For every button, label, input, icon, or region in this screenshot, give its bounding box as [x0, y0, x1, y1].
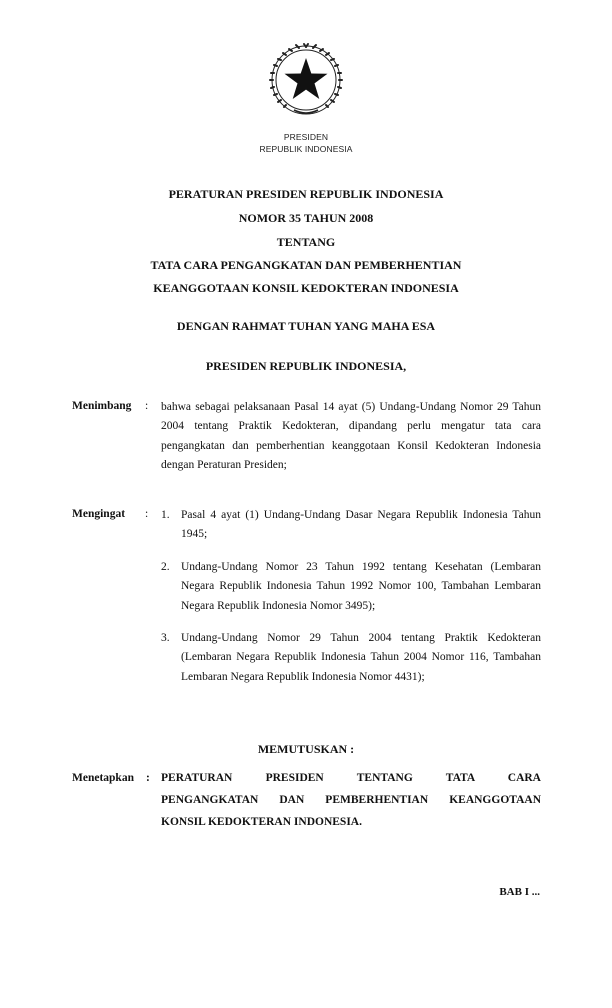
- document-title: PERATURAN PRESIDEN REPUBLIK INDONESIA: [168, 187, 444, 201]
- mengingat-item-text: Undang-Undang Nomor 29 Tahun 2004 tentang Praktik Kedokteran (Lembaran Negara Republik Indonesia Tahun 2004 Nomor 116, Tambahan Lembaran Negara Republik Indonesia Nomor 4431);: [181, 632, 541, 683]
- menetapkan-text: [161, 767, 541, 833]
- menetapkan-label: Menetapkan: [72, 772, 134, 784]
- mengingat-item-number: 1.: [161, 509, 170, 521]
- mengingat-item-text: Pasal 4 ayat (1) Undang-Undang Dasar Negara Republik Indonesia Tahun 1945;: [181, 509, 541, 541]
- mengingat-item: [161, 629, 541, 687]
- mengingat-item-number: 3.: [161, 632, 170, 644]
- menimbang-label: Menimbang: [72, 400, 132, 412]
- mengingat-label: Mengingat: [72, 508, 126, 520]
- president-line: PRESIDEN REPUBLIK INDONESIA,: [205, 359, 407, 373]
- seal-caption-presiden: PRESIDEN: [283, 132, 329, 142]
- blessing-line: DENGAN RAHMAT TUHAN YANG MAHA ESA: [176, 319, 436, 333]
- document-subject-line-1: TATA CARA PENGANGKATAN DAN PEMBERHENTIAN: [150, 258, 462, 272]
- menetapkan-line-1: PERATURAN PRESIDEN TENTANG TATA CARA: [161, 772, 541, 784]
- mengingat-item: [161, 558, 541, 616]
- menimbang-text: bahwa sebagai pelaksanaan Pasal 14 ayat (5) Undang-Undang Nomor 29 Tahun 2004 tentang Praktik Kedokteran, dipandang perlu mengatur tata cara pengangkatan dan pemberhentian keanggotaan Konsil Kedokteran Indonesia dengan Peraturan Presiden;: [161, 401, 541, 471]
- document-subject-line-2: KEANGGOTAAN KONSIL KEDOKTERAN INDONESIA: [153, 281, 459, 295]
- next-page-marker: BAB I ...: [499, 886, 540, 898]
- menetapkan-line-3: KONSIL KEDOKTERAN INDONESIA.: [161, 816, 362, 828]
- memutuskan-heading: MEMUTUSKAN :: [257, 742, 355, 756]
- document-tentang: TENTANG: [276, 235, 336, 249]
- mengingat-item: [161, 506, 541, 545]
- document-number: NOMOR 35 TAHUN 2008: [238, 211, 374, 225]
- menimbang-colon: :: [145, 400, 149, 412]
- mengingat-item-text: Undang-Undang Nomor 23 Tahun 1992 tentang Kesehatan (Lembaran Negara Republik Indonesia Tahun 1992 Nomor 100, Tambahan Lembaran Negara Republik Indonesia Nomor 3495);: [181, 561, 541, 612]
- seal-caption-republik: REPUBLIK INDONESIA: [259, 144, 353, 154]
- menetapkan-line-2: PENGANGKATAN DAN PEMBERHENTIAN KEANGGOTAAN: [161, 794, 541, 806]
- garuda-star-emblem-icon: [266, 40, 346, 120]
- mengingat-item-number: 2.: [161, 561, 170, 573]
- menetapkan-colon: :: [146, 772, 150, 784]
- mengingat-colon: :: [145, 508, 149, 520]
